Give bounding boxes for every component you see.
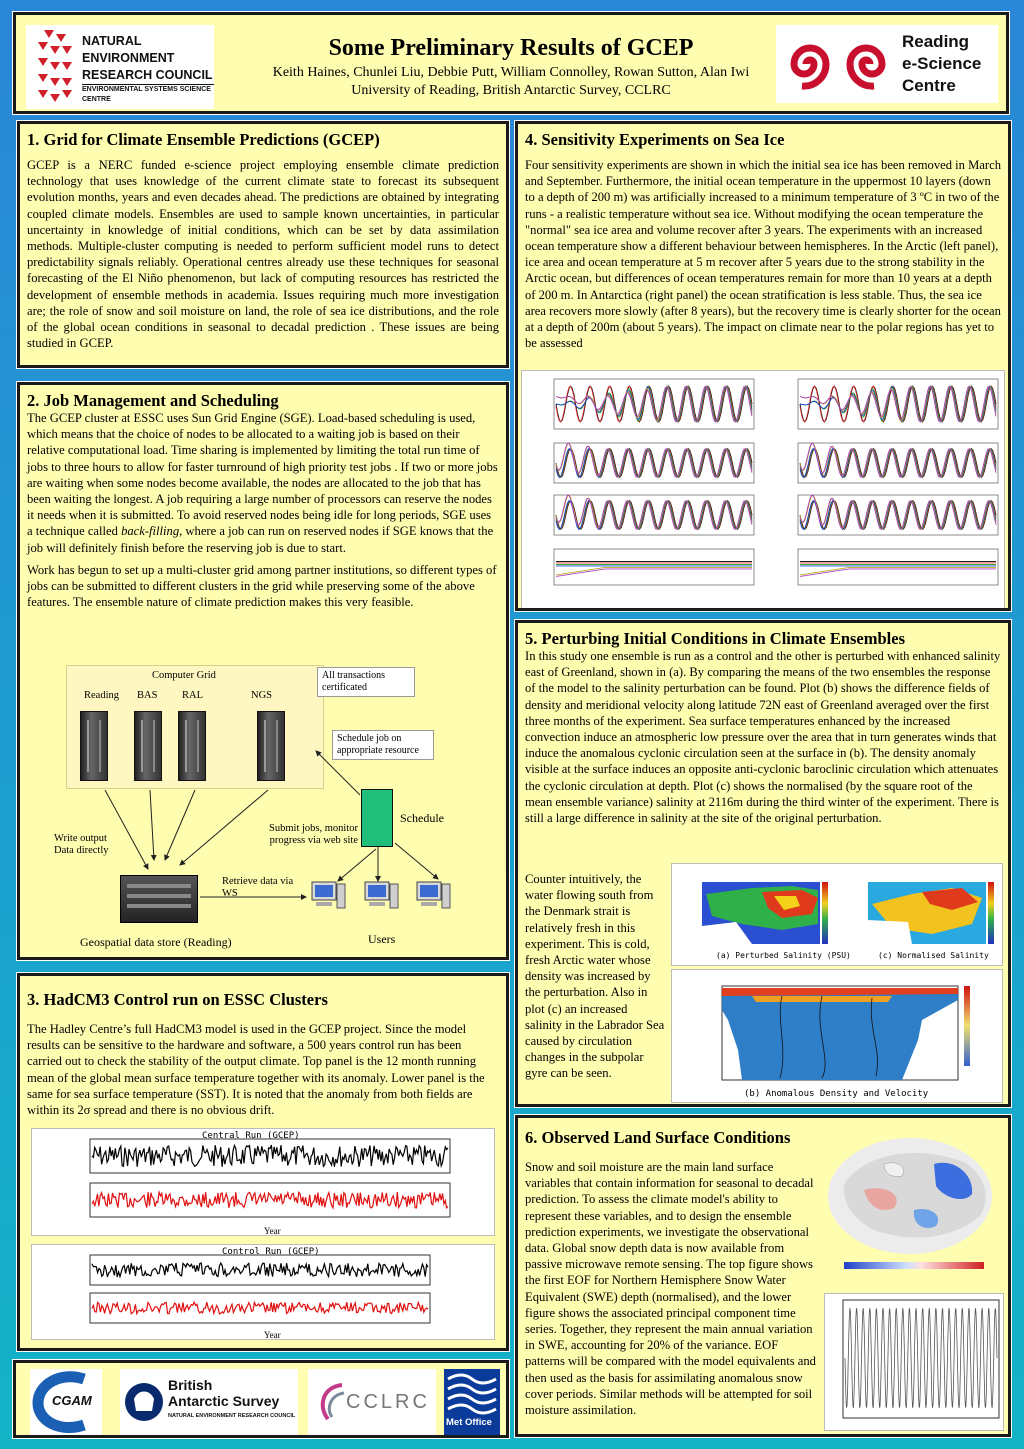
poster-title: Some Preliminary Results of GCEP [328,35,694,61]
chart2-xlabel: Year [264,1330,281,1340]
cclrc-swirl-icon [314,1377,348,1427]
section-6-panel [515,1115,1011,1437]
certified-box: All transactions certificated [317,667,415,697]
section-5-side-text: Counter intuitively, the water flowing south from the Denmark strait is relatively fresh in this experiment. This is cold, fresh Arctic water whose density was increased by the perturbation. Also in plot (c) an increased salinity in the Labrador Sea caused by circulation changes in the subpolar gyre can be seen. [525,872,665,1081]
nerc-line1: NATURAL [82,34,142,48]
swe-pc-plot [825,1294,1005,1432]
poster-header [13,12,1009,114]
swe-pc-timeseries [824,1293,1004,1431]
sea-ice-charts [521,370,1005,610]
store-label: Geospatial data store (Reading) [80,935,232,949]
poster-authors: Keith Haines, Chunlei Liu, Debbie Putt, William Connolley, Rowan Sutton, Alan Iwi [272,65,750,80]
section-1-title: 1. Grid for Climate Ensemble Predictions (GCEP) [27,130,380,149]
metoffice-logo [444,1369,500,1435]
rese-swirl-icon [780,29,900,99]
chart2-plot [32,1245,496,1341]
section-2-para1 [27,410,499,556]
swe-eof-map-plot [824,1134,1004,1288]
submit-label: Submit jobs, monitor progress via web site [269,823,358,846]
site-bas: BAS [137,690,158,701]
cgam-text: CGAM [52,1393,92,1408]
density-velocity-section [671,969,1003,1103]
section-5-panel [515,620,1011,1107]
site-ral: RAL [182,690,203,701]
sea-ice-plots [522,371,1006,611]
section-1-panel [17,121,509,368]
grid-diagram [20,655,506,955]
section-4-title: 4. Sensitivity Experiments on Sea Ice [525,130,785,149]
rese-line1: Reading [902,32,970,51]
nerc-line2: ENVIRONMENT [82,51,175,65]
swe-eof-map [824,1134,1004,1288]
metoffice-waves-icon [444,1369,500,1415]
bas-line1: British [168,1377,213,1393]
caption-b: (b) Anomalous Density and Velocity [744,1089,929,1099]
section-5-title: 5. Perturbing Initial Conditions in Climate Ensembles [525,629,905,648]
hadcm3-sst-chart [31,1128,495,1236]
bas-logo [120,1369,298,1435]
metoffice-text: Met Office [446,1417,492,1428]
cgam-logo [30,1369,102,1435]
section-1-body: GCEP is a NERC funded e-science project employing ensemble climate prediction technology that uses knowledge of the current climate state to forecast its subsequent evolution months, years and even decades ahead. The predictions are obtained by integrating coupled climate models. Ensembles are used to sample known uncertainties, in particular uncertainty in knowledge of initial conditions, which can be set by data assimilation methods. Multiple-cluster computing is needed to perform sufficient model runs to detect predictability signals reliably. Operational centres already use these techniques for seasonal forecasting of the El Niño phenomenon, but lack of computing resources has restricted the development of ensemble methods in academia. Issues requiring much more investigation are; the role of snow and soil moisture on land, the role of sea ice distributions, and the role of the global ocean conditions in seasonal to decadal prediction . These issues are being studied in GCEP. [27,158,499,351]
users-label: Users [368,932,396,946]
salinity-maps [671,863,1003,966]
section-2-panel [17,382,509,960]
chart1-xlabel: Year [264,1226,281,1236]
section-6-title: 6. Observed Land Surface Conditions [525,1128,791,1147]
write-output-label: Write output Data directly [54,833,109,856]
rese-line2: e-Science [902,54,982,73]
section-2-para1-text-a: The GCEP cluster at ESSC uses Sun Grid Engine (SGE). Load-based scheduling is used, which means that the choice of nodes to be allocated to a waiting job is based on their relative computational load. Time sharing is implemented by limiting the total run time of jobs to three hours to allow for faster turnround of high priority test jobs . If two or more jobs are waiting when some nodes become available, the nodes are allocated to the job that has been waiting the longest. A job requiring a large number of processors can reserve the nodes it needs when it is submitted. To avoid reserved nodes being idle for long periods, SGE uses a technique called [27,411,498,539]
section-2-title: 2. Job Management and Scheduling [27,391,279,410]
nerc-line4: ENVIRONMENTAL SYSTEMS SCIENCE CENTRE [82,84,214,105]
site-reading: Reading [84,690,119,701]
retrieve-label: Retrieve data via WS [222,876,294,899]
chart2-title: Control Run (GCEP) [222,1247,320,1257]
caption-a: (a) Perturbed Salinity (PSU) [716,951,851,960]
section-2-para1-text-b: , where a job can run on reserved nodes if SGE knows that the job will definitely finish before the reserving job is due to start. [27,524,494,555]
poster-affiliation: University of Reading, British Antarctic Survey, CCLRC [351,83,671,98]
caption-c: (c) Normalised Salinity [878,951,989,960]
bas-emblem-icon [124,1375,164,1429]
rese-line3: Centre [902,76,956,95]
schedule-label: Schedule [400,811,444,825]
section-2-para1-emphasis: back-filling [121,524,180,539]
site-ngs: NGS [251,690,273,701]
nerc-line3: RESEARCH COUNCIL [82,68,213,82]
footer-logos [13,1360,509,1438]
hadcm3-sat-chart [31,1244,495,1340]
computer-grid-label: Computer Grid [152,670,216,681]
section-5-body: In this study one ensemble is run as a control and the other is perturbed with enhanced salinity east of Greenland, shown in (a). By comparing the means of the two ensembles the response of the model to the salinity perturbation can be found. Plot (b) shows the difference fields of density and meridional velocity along latitude 72N east of Greenland averaged over the first three months of the experiment. Sea surface temperatures enhanced by the increased convection induce an atmospheric low pressure over the area that in turn generates winds that induce the anomalous cyclonic circulation seen at the surface in (b). The density anomaly visible at the surface induces an opposite anti-cyclonic baroclinic circulation which attenuates the cyclonic circulation at depth. Plot (c) shows the normalised (by the square root of the mean ensemble variance) salinity at 2116m during the third winter of the experiment. There is still a large difference in salinity at the site of the original perturbation. [525,649,1001,826]
bas-line2: Antarctic Survey [168,1393,280,1409]
rese-logo [776,25,998,103]
bas-line3: NATURAL ENVIRONMENT RESEARCH COUNCIL [168,1413,296,1419]
section-3-panel [17,973,509,1351]
chart1-plot [32,1129,496,1237]
section-3-title: 3. HadCM3 Control run on ESSC Clusters [27,990,328,1009]
section-2-para2: Work has begun to set up a multi-cluster grid among partner institutions, so different types of jobs can be submitted to different clusters in the grid while preserving some of the above features. The ensemble nature of climate prediction makes this very feasible. [27,562,497,610]
cclrc-text: CCLRC [346,1391,430,1413]
density-section-plot [672,970,1004,1104]
cclrc-logo [308,1369,436,1435]
chart1-title: Central Run (GCEP) [202,1131,300,1141]
diagram-arrows [20,655,506,955]
section-3-body: The Hadley Centre’s full HadCM3 model is used in the GCEP project. Since the model results can be sensitive to the hardware and software, a 500 years control run has been carried out to check the stability of the output climate. Top panel is the 12 month running mean of the global mean surface temperature together with its anomaly. Lower panel is the same for sea surface temperature (SST). It is noted that the anomaly from both fields are within its 2σ spread and there is no obvious drift. [27,1022,485,1118]
section-4-panel [515,121,1011,611]
section-4-body: Four sensitivity experiments are shown in which the initial sea ice has been removed in March and September. Furthermore, the initial ocean temperature in the uppermost 10 layers (down to a depth of 200 m) was artificially increased to a minimum temperature of 3 ºC in two of the runs - a realistic temperature without sea ice. Without modifying the ocean temperature the "normal" sea ice area and volume recover after 3 years. The experiments with an increased ocean temperature show a different behaviour between hemispheres. In the Arctic (left panel), ice area and ocean temperature at 5 m recover after 5 years due to the strong stability in the Arctic ocean, but differences of ocean temperatures remain for more than 10 years at a depth of 200 m. In Antarctica (right panel) the ocean stratification is less stable. Thus, the sea ice area recovers more slowly (after 8 years), but the recovery time is clearly shorter for the ocean at a depth of 200m (about 5 years). The impact on climate near to the polar regions has yet to be assessed [525,158,1001,351]
schedule-job-box: Schedule job on appropriate resource [332,730,434,760]
section-6-body: Snow and soil moisture are the main land surface variables that contain information for seasonal to decadal prediction. To assess the climate model's ability to represent these variables, and to design the ensemble prediction experiments, we investigate the observational data. Global snow depth data is now available from passive microwave remote sensing. The top figure shows the first EOF for Northern Hemisphere Snow Water Equivalent (SWE) depth (normalised), and the lower figure shows the associated principal component time series. Together, they represent the main annual variation in SWE, accounting for 20% of the variance. EOF patterns will be compared with the model equivalents and then used as the basis for assimilating anomalous snow cover periods. Similar methods will be attempted for soil moisture assimilation. [525,1160,816,1418]
